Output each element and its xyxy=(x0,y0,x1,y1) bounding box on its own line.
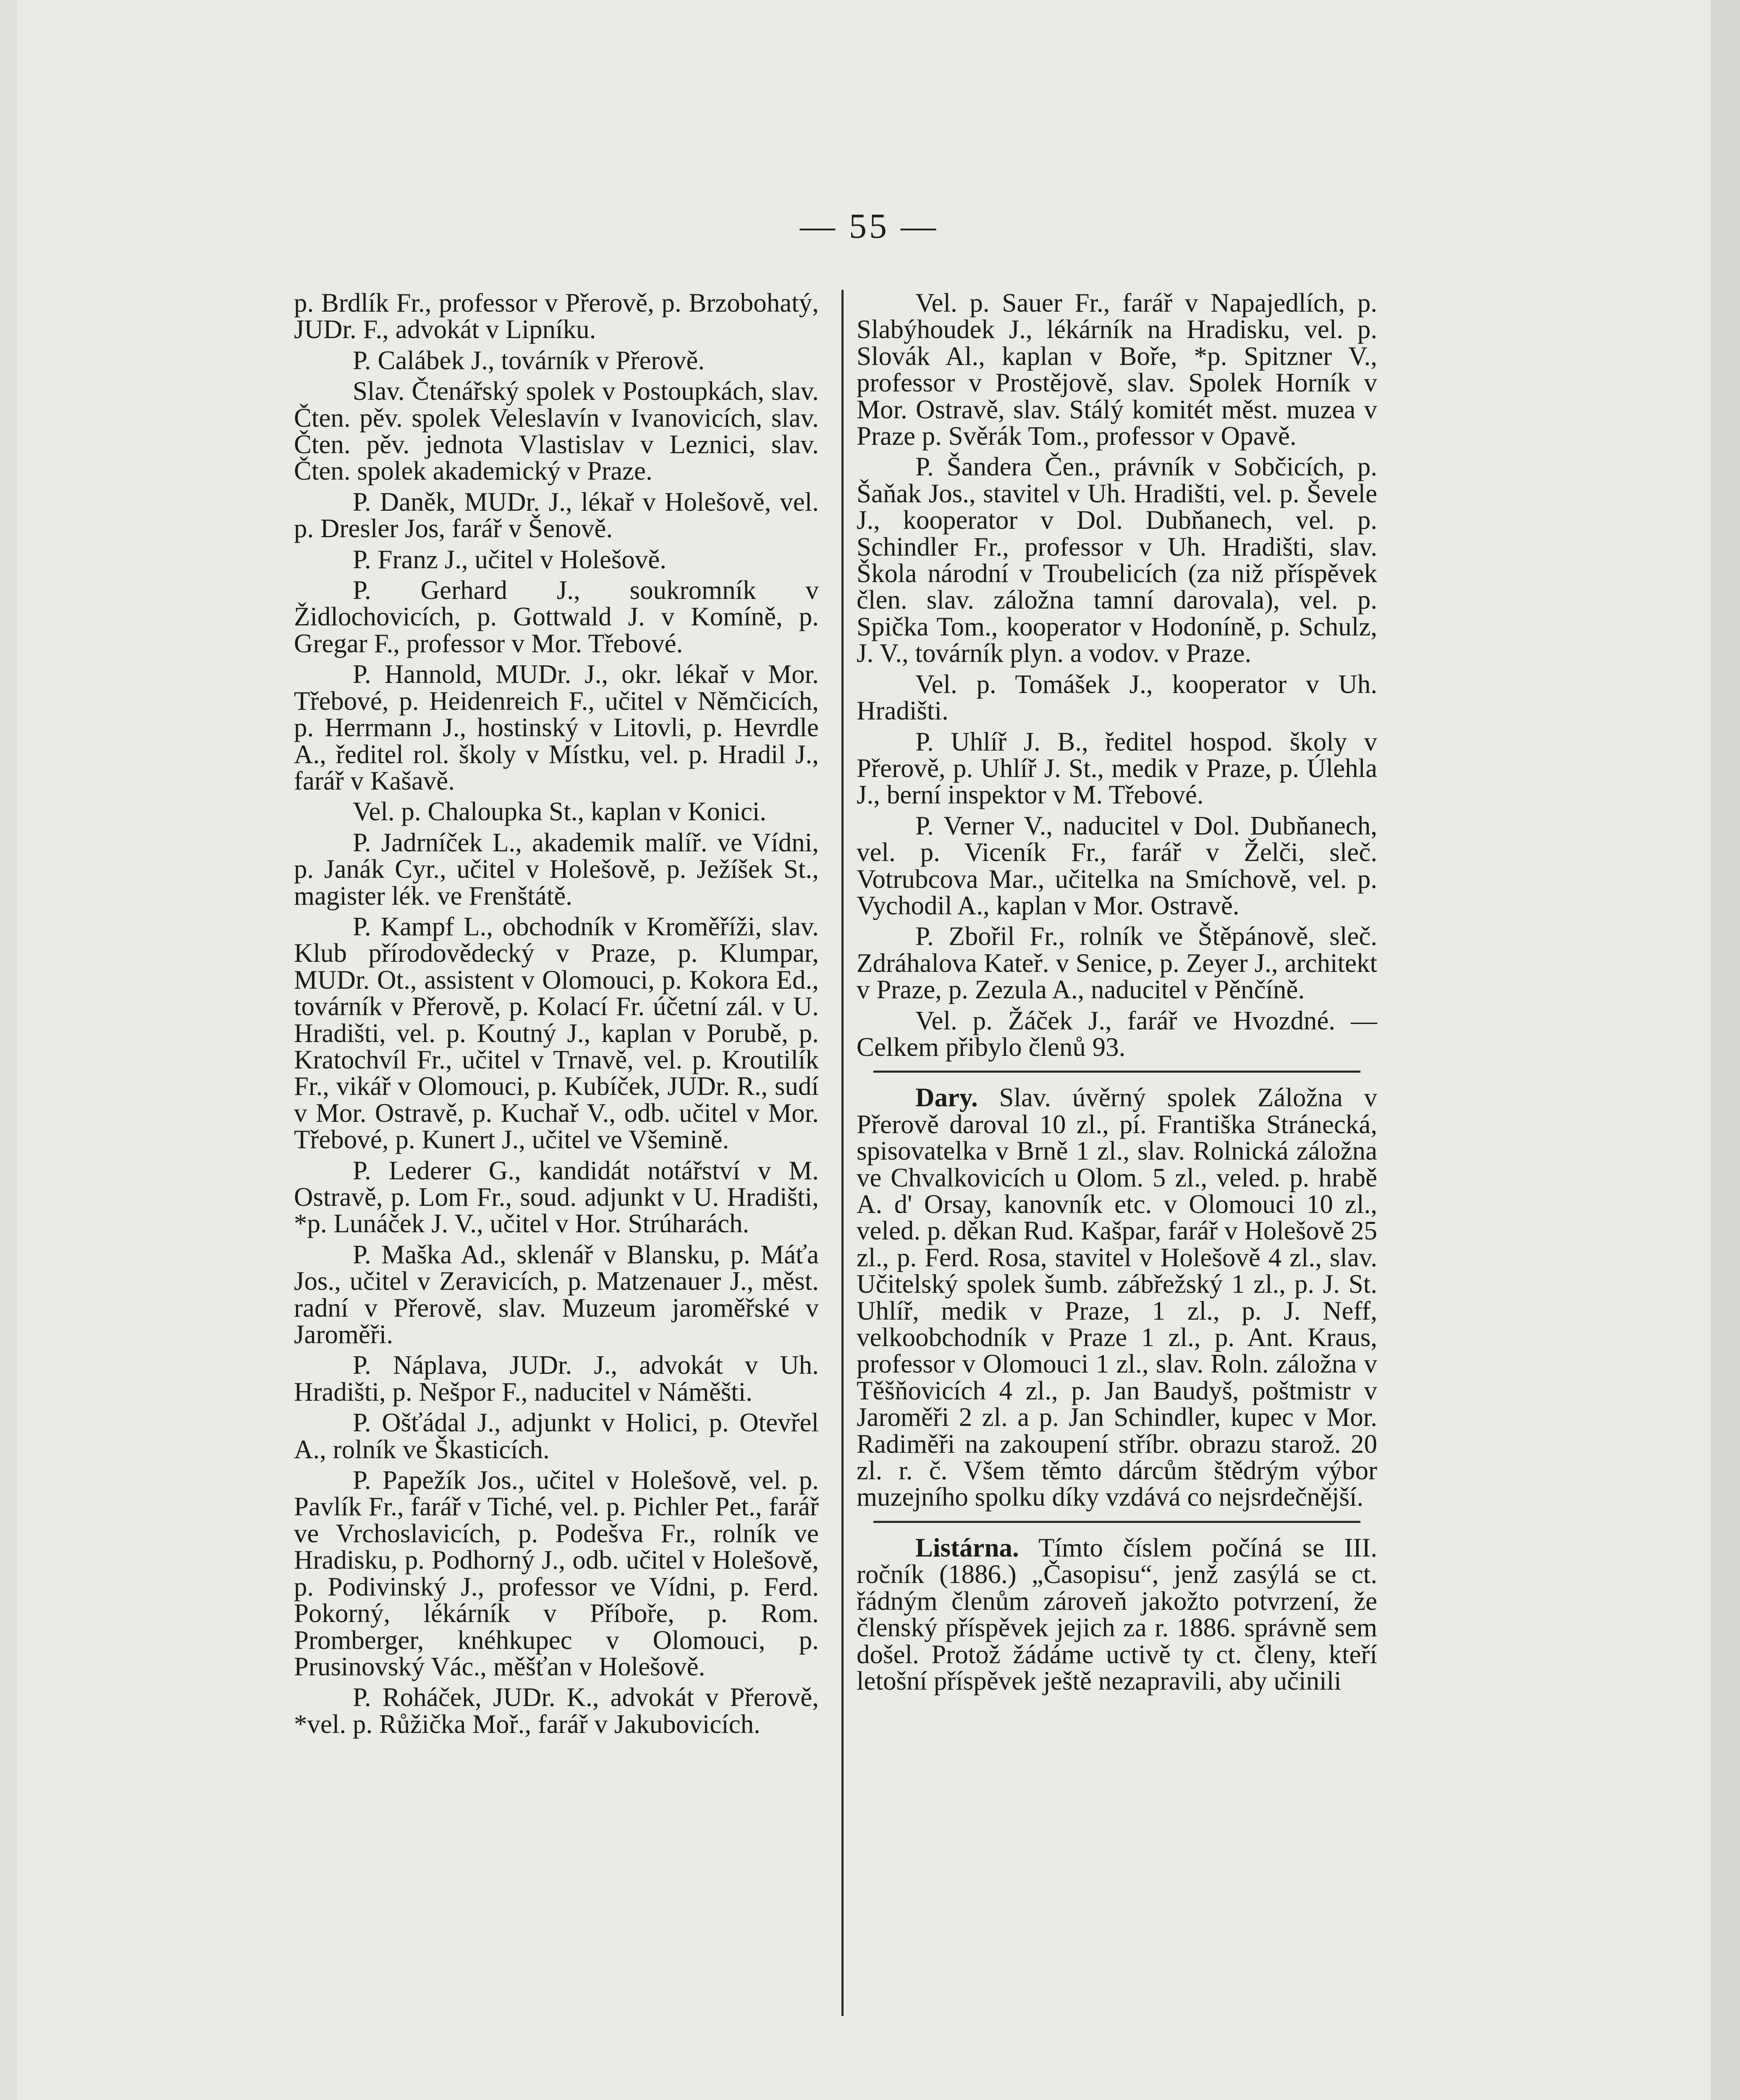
gifts-heading: Dary. xyxy=(915,1083,978,1113)
letters-text: Tímto číslem počíná se III. ročník (1886.) „Časopisu“, jenž zasýlá se ct. řádným členům zároveň jakožto potvrzení, že členský příspěvek jejich za r. 1886. správně sem došel. Protož žádáme uctivě ty ct. členy, kteří letošní příspěvek ještě nezapravili, aby učinili xyxy=(857,1533,1377,1696)
member-entry: P. Šandera Čen., právník v Sobčicích, p. Šaňak Jos., stavitel v Uh. Hradišti, vel. p. Ševele J., kooperator v Dol. Dubňanech, vel. p. Schindler Fr., professor v Uh. Hradišti, slav. Škola národní v Troubelicích (za niž příspěvek člen. slav. záložna tamní darovala), vel. p. Spička Tom., kooperator v Hodoníně, p. Schulz, J. V., továrník plyn. a vodov. v Praze. xyxy=(857,452,1377,668)
member-entry: P. Franz J., učitel v Holešově. xyxy=(353,544,667,574)
member-entry: P. Roháček, JUDr. K., advokát v Přerově, *vel. p. Růžička Mоř., farář v Jakubovicích. xyxy=(294,1683,819,1739)
member-entry: Vel. p. Chaloupka St., kaplan v Konici. xyxy=(353,797,767,827)
member-entry: P. Daněk, MUDr. J., lékař v Holešově, vel. p. Dresler Jos, farář v Šenově. xyxy=(294,487,819,543)
section-rule xyxy=(873,1521,1360,1523)
member-entry: Vel. p. Sauer Fr., farář v Napajedlích, p. Slabýhoudek J., lékárník na Hradisku, vel. p. Slovák Al., kaplan v Boře, *p. Spitzner V., professor v Prostějově, slav. Spolek Horník v Mor. Ostravě, slav. Stálý komitét měst. muzea v Praze p. Svěrák Tom., professor v Opavě. xyxy=(857,288,1377,451)
letters-heading: Listárna. xyxy=(915,1533,1019,1562)
member-entry: P. Papežík Jos., učitel v Holešově, vel. p. Pavlík Fr., farář v Tiché, vel. p. Pichler Pet., farář ve Vrchoslavicích, p. Podešva Fr., rolník ve Hradisku, p. Podhorný J., odb. učitel v Holešově, p. Podivinský J., professor ve Vídni, p. Ferd. Pokorný, lékárník v Příboře, p. Rom. Promberger, knéhkupec v Olomouci, p. Prusinovský Vác., měšťan v Holešově. xyxy=(294,1465,819,1681)
page-number: — 55 — xyxy=(800,207,938,246)
member-entry: P. Jadrníček L., akademik malíř. ve Vídni, p. Janák Cyr., učitel v Holešově, p. Ježíšek St., magister lék. ve Frenštátě. xyxy=(294,827,819,911)
section-rule xyxy=(873,1071,1360,1073)
left-column xyxy=(294,290,819,1742)
member-entry: P. Zbořil Fr., rolník ve Štěpánově, slеč. Zdráhalova Kateř. v Senice, p. Zeyer J., architekt v Praze, p. Zezula A., naducitel v Pěnčíně. xyxy=(857,921,1377,1005)
member-entry: P. Verner V., naducitel v Dol. Dubňanech, vel. p. Viceník Fr., farář v Želči, slеč. Votrubcova Mar., učitelka na Smíchově, vel. p. Vychodil A., kaplan v Mor. Ostravě. xyxy=(857,811,1377,920)
member-entry: Slav. Čtenářský spolek v Postoupkách, slav. Čten. pěv. spolek Veleslavín v Ivanovicích, slav. Čten. pěv. jednota Vlastislav v Leznici, slav. Čten. spolek akademický v Praze. xyxy=(294,376,819,486)
member-entry: Vel. p. Tomášek J., kooperator v Uh. Hradišti. xyxy=(857,669,1377,726)
member-entry: Vel. p. Žáček J., farář ve Hvozdné. — Celkem přibylo členů 93. xyxy=(857,1005,1377,1062)
member-entry: P. Calábek J., továrník v Přerově. xyxy=(353,345,705,375)
member-entry: P. Hannold, MUDr. J., okr. lékař v Mor. Třebové, p. Heidenreich F., učitel v Němčicích, p. Herrmann J., hostinský v Litovli, p. Hevrdle A., ředitel rol. školy v Místku, vel. p. Hradil J., farář v Kašavě. xyxy=(294,659,819,795)
member-entry: P. Ošťádal J., adjunkt v Holici, p. Otevřel A., rolník ve Škasticích. xyxy=(294,1408,819,1464)
member-entry: p. Brdlík Fr., professor v Přerově, p. Brzobohatý, JUDr. F., advokát v Lipníku. xyxy=(294,288,819,344)
letters-section xyxy=(857,1535,1377,1694)
member-entry: P. Lederer G., kandidát notářství v M. Ostravě, p. Lom Fr., soud. adjunkt v U. Hradišti, *p. Lunáček J. V., učitel v Hor. Strúharách. xyxy=(294,1155,819,1239)
member-entry: P. Maška Ad., sklenář v Blansku, p. Máťa Jos., učitel v Zeravicích, p. Matzenauer J., měst. radní v Přerově, slav. Muzeum jaroměřské v Jaroměři. xyxy=(294,1239,819,1349)
member-entry: P. Uhlíř J. B., ředitel hospod. školy v Přerově, p. Uhlíř J. St., medik v Praze, p. Úlehla J., berní inspektor v M. Třebové. xyxy=(857,727,1377,810)
gifts-text: Slav. úvěrný spolek Záložna v Přerově daroval 10 zl., pí. Františka Stránecká, spisovatelka v Brně 1 zl., slav. Rolnická záložna ve Chvalkovicích u Olom. 5 zl., veled. p. hrabě A. d' Orsay, kanovník etc. v Olomouci 10 zl., veled. p. děkan Rud. Kašpar, farář v Holešově 25 zl., p. Ferd. Rosa, stavitel v Holešově 4 zl., slav. Učitelský spolek šumb. zábřežský 1 zl., p. J. St. Uhlíř, medik v Praze, 1 zl., p. J. Neff, velkoobchodník v Praze 1 zl., p. Ant. Kraus, professor v Olomouci 1 zl., slav. Roln. záložna v Těšňovicích 4 zl., p. Jan Baudyš, poštmistr v Jaroměři 2 zl. a p. Jan Schindler, kupec v Mor. Radiměři na zakoupení stříbr. obrazu starož. 20 zl. r. č. Všem těmto dárcům štědrým výbor muzejního spolku díky vzdává co nejsrdečnější. xyxy=(857,1083,1377,1512)
right-column xyxy=(857,290,1377,1698)
member-entry: P. Kampf L., obchodník v Kroměříži, slav. Klub přírodovědecký v Praze, p. Klumpar, MUDr. Ot., assistent v Olomouci, p. Kokora Ed., továrník v Přerově, p. Kolací Fr. účetní zál. v U. Hradišti, vel. p. Koutný J., kaplan v Porubě, p. Kratochvíl Fr., učitel v Trnavě, vel. p. Kroutilík Fr., vikář v Olomouci, p. Kubíček, JUDr. R., sudí v Mor. Ostravě, p. Kuchař V., odb. učitel v Mor. Třebové, p. Kunert J., učitel ve Všemině. xyxy=(294,911,819,1155)
member-entry: P. Náplava, JUDr. J., advokát v Uh. Hradišti, p. Nešpor F., naducitel v Náměšti. xyxy=(294,1350,819,1407)
member-entry: P. Gerhard J., soukromník v Židlochovicích, p. Gottwald J. v Komíně, p. Gregar F., professor v Mor. Třebové. xyxy=(294,575,819,658)
gifts-section xyxy=(857,1084,1377,1511)
column-divider xyxy=(841,290,844,2016)
